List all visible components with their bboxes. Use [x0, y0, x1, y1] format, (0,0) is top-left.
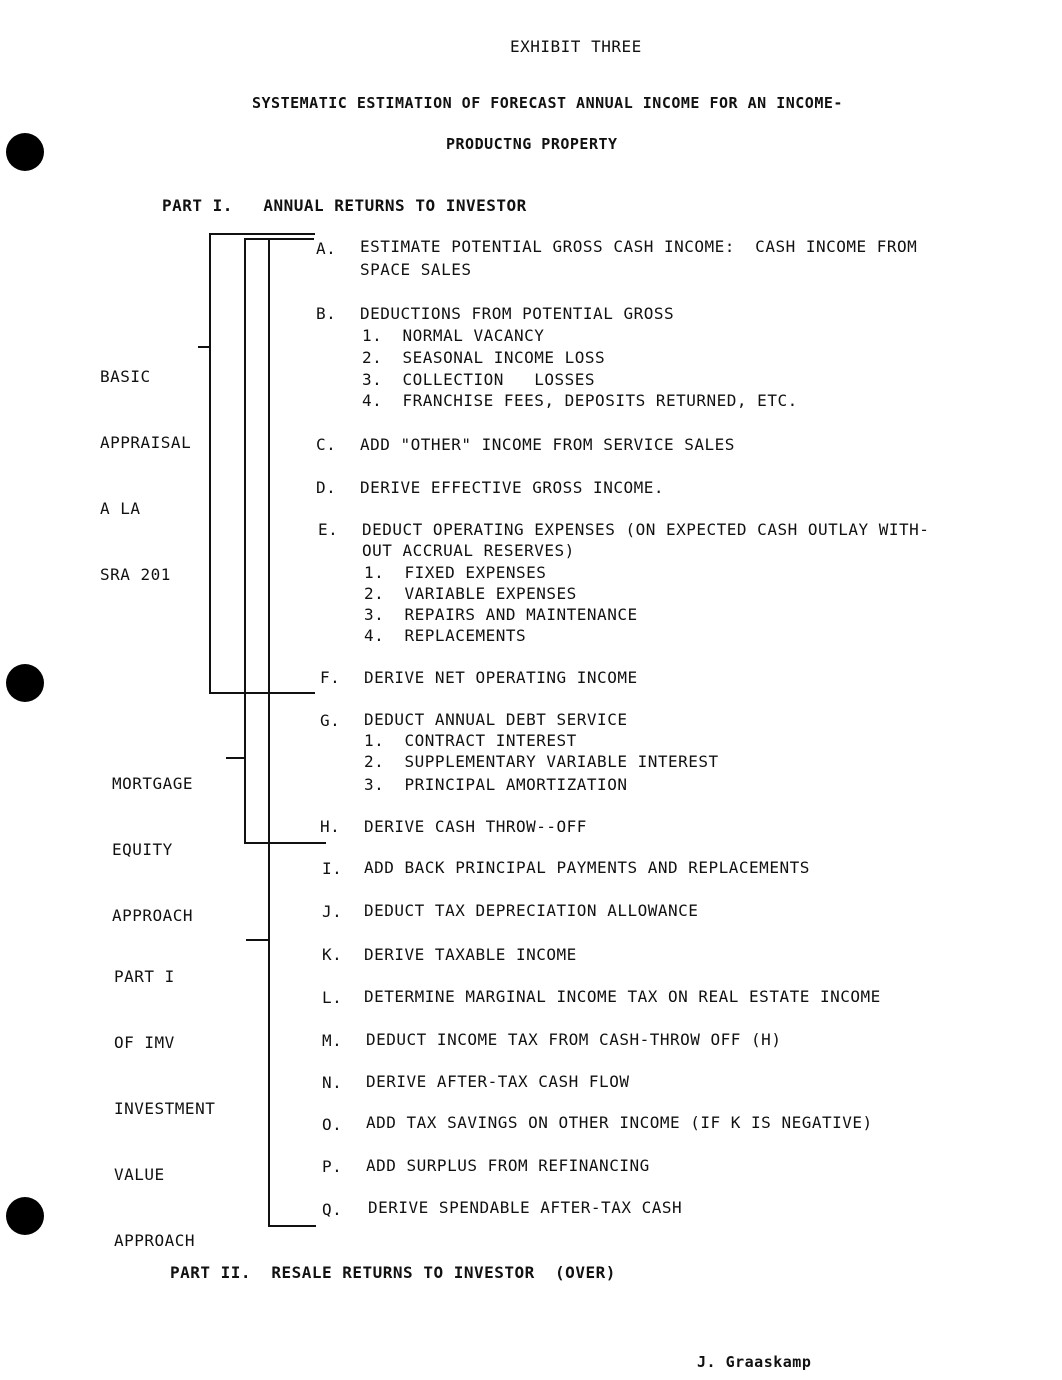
step-e-text-2: OUT ACCRUAL RESERVES)	[362, 541, 575, 560]
step-n-text: DERIVE AFTER-TAX CASH FLOW	[366, 1072, 630, 1091]
step-g-sub-3: 3. PRINCIPAL AMORTIZATION	[364, 775, 628, 794]
step-b-sub-4: 4. FRANCHISE FEES, DEPOSITS RETURNED, ETC.	[362, 391, 798, 410]
part-1-heading: PART I. ANNUAL RETURNS TO INVESTOR	[162, 196, 527, 215]
step-letter-m: M.	[322, 1031, 343, 1050]
step-letter-h: H.	[320, 817, 341, 836]
step-b-sub-2: 2. SEASONAL INCOME LOSS	[362, 348, 606, 367]
punch-hole-top	[6, 133, 44, 171]
step-o-text: ADD TAX SAVINGS ON OTHER INCOME (IF K IS NEGATIVE)	[366, 1113, 873, 1132]
step-letter-d: D.	[316, 478, 337, 497]
bracket-mortgage-equity-tick	[226, 757, 245, 759]
step-e-sub-2: 2. VARIABLE EXPENSES	[364, 584, 577, 603]
bracket-imv-vertical	[268, 238, 270, 1226]
step-e-sub-1: 1. FIXED EXPENSES	[364, 563, 547, 582]
title-line-1: SYSTEMATIC ESTIMATION OF FORECAST ANNUAL INCOME FOR AN INCOME-	[252, 94, 843, 112]
bracket-basic-appraisal-top	[209, 233, 315, 235]
step-q-text: DERIVE SPENDABLE AFTER-TAX CASH	[368, 1198, 683, 1217]
step-g-sub-1: 1. CONTRACT INTEREST	[364, 731, 577, 750]
step-d-text: DERIVE EFFECTIVE GROSS INCOME.	[360, 478, 664, 497]
step-e-sub-4: 4. REPLACEMENTS	[364, 626, 527, 645]
step-c-text: ADD "OTHER" INCOME FROM SERVICE SALES	[360, 435, 735, 454]
step-letter-g: G.	[320, 711, 341, 730]
step-letter-q: Q.	[322, 1200, 343, 1219]
step-g-sub-2: 2. SUPPLEMENTARY VARIABLE INTEREST	[364, 752, 719, 771]
step-letter-i: I.	[322, 859, 343, 878]
step-letter-b: B.	[316, 304, 337, 323]
part-2-heading: PART II. RESALE RETURNS TO INVESTOR (OVER)	[170, 1263, 616, 1282]
punch-hole-middle	[6, 664, 44, 702]
bracket-basic-appraisal-bottom	[209, 692, 315, 694]
label-line: PART I	[114, 967, 175, 986]
step-b-text: DEDUCTIONS FROM POTENTIAL GROSS	[360, 304, 675, 323]
label-basic-appraisal	[100, 322, 191, 630]
bracket-mortgage-equity-bottom	[244, 842, 326, 844]
step-k-text: DERIVE TAXABLE INCOME	[364, 945, 577, 964]
punch-hole-bottom	[6, 1197, 44, 1235]
step-letter-n: N.	[322, 1073, 343, 1092]
label-line: BASIC	[100, 367, 151, 386]
step-i-text: ADD BACK PRINCIPAL PAYMENTS AND REPLACEMENTS	[364, 858, 810, 877]
exhibit-heading: EXHIBIT THREE	[510, 37, 642, 56]
label-line: VALUE	[114, 1165, 165, 1184]
step-l-text: DETERMINE MARGINAL INCOME TAX ON REAL ESTATE INCOME	[364, 987, 881, 1006]
author-signature: J. Graaskamp	[697, 1353, 812, 1371]
step-letter-f: F.	[320, 668, 341, 687]
label-line: MORTGAGE	[112, 774, 194, 793]
step-b-sub-3: 3. COLLECTION LOSSES	[362, 370, 596, 389]
step-j-text: DEDUCT TAX DEPRECIATION ALLOWANCE	[364, 901, 699, 920]
label-line: SRA 201	[100, 565, 171, 584]
step-g-text: DEDUCT ANNUAL DEBT SERVICE	[364, 710, 628, 729]
bracket-imv-bottom	[268, 1225, 316, 1227]
step-letter-o: O.	[322, 1115, 343, 1134]
label-line: OF IMV	[114, 1033, 175, 1052]
step-a-text-2: SPACE SALES	[360, 260, 472, 279]
step-p-text: ADD SURPLUS FROM REFINANCING	[366, 1156, 650, 1175]
label-line: A LA	[100, 499, 141, 518]
step-e-text-1: DEDUCT OPERATING EXPENSES (ON EXPECTED CASH OUTLAY WITH-	[362, 520, 930, 539]
label-line: APPROACH	[114, 1231, 196, 1250]
step-f-text: DERIVE NET OPERATING INCOME	[364, 668, 638, 687]
label-line: EQUITY	[112, 840, 173, 859]
step-letter-e: E.	[318, 520, 339, 539]
step-letter-j: J.	[322, 902, 343, 921]
step-m-text: DEDUCT INCOME TAX FROM CASH-THROW OFF (H)	[366, 1030, 782, 1049]
step-letter-l: L.	[322, 988, 343, 1007]
bracket-mortgage-equity-vertical	[244, 238, 246, 843]
step-letter-k: K.	[322, 945, 343, 964]
step-a-text-1: ESTIMATE POTENTIAL GROSS CASH INCOME: CASH INCOME FROM	[360, 237, 918, 256]
title-line-2: PRODUCTNG PROPERTY	[446, 135, 618, 153]
label-imv-approach	[114, 922, 215, 1296]
step-letter-p: P.	[322, 1157, 343, 1176]
label-line: INVESTMENT	[114, 1099, 216, 1118]
label-line: APPROACH	[112, 906, 194, 925]
step-b-sub-1: 1. NORMAL VACANCY	[362, 326, 545, 345]
step-letter-a: A.	[316, 239, 337, 258]
bracket-basic-appraisal-vertical	[209, 233, 211, 693]
step-letter-c: C.	[316, 435, 337, 454]
bracket-basic-appraisal-tick	[198, 346, 210, 348]
step-e-sub-3: 3. REPAIRS AND MAINTENANCE	[364, 605, 638, 624]
bracket-imv-top	[268, 238, 314, 240]
label-line: APPRAISAL	[100, 433, 192, 452]
bracket-imv-tick	[246, 939, 268, 941]
step-h-text: DERIVE CASH THROW--OFF	[364, 817, 587, 836]
